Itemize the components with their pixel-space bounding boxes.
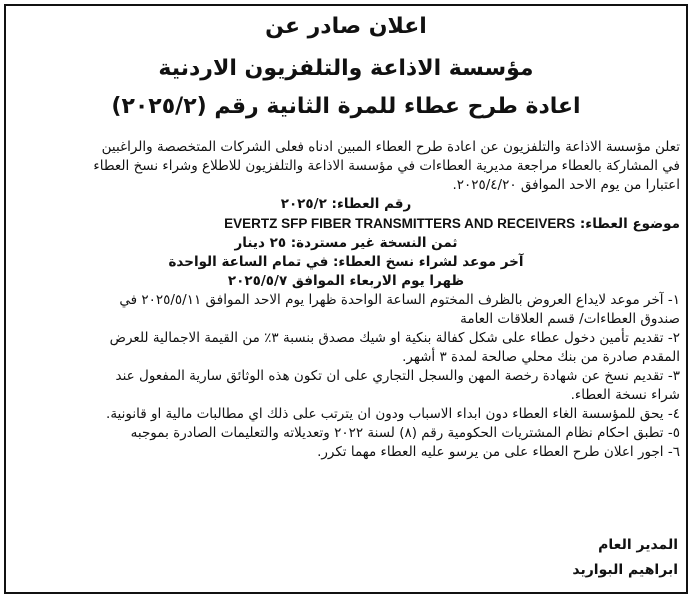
tender-subject [12, 214, 680, 234]
signatory-title: المدير العام [598, 537, 678, 553]
issuer-name: مؤسسة الاذاعة والتلفزيون الاردنية [158, 56, 534, 81]
copy-price: ثمن النسخة غير مستردة: ٢٥ دينار [234, 235, 458, 251]
tender-subject-value: EVERTZ SFP FIBER TRANSMITTERS AND RECEIVERS [224, 216, 576, 231]
condition-line: المقدم صادرة من بنك محلي صالحة لمدة ٣ أشهر. [402, 349, 680, 365]
intro-paragraph [12, 138, 680, 195]
tender-number-block [12, 195, 680, 214]
condition-line: شراء نسخة العطاء. [570, 387, 680, 403]
condition-line: ٤- يحق للمؤسسة الغاء العطاء دون ابداء الاسباب ودون ان يترتب على ذلك اي مطالبات مالية او قانونية. [106, 406, 680, 422]
condition-line: ٣- تقديم نسخ عن شهادة رخصة المهن والسجل التجاري على ان تكون هذه الوثائق سارية المفعول عند [115, 368, 680, 384]
condition-line: صندوق العطاءات/ قسم العلاقات العامة [460, 311, 680, 327]
conditions-list [12, 291, 680, 462]
intro-line: في المشاركة بالعطاء مراجعة مديرية العطاءات في مؤسسة الاذاعة والتلفزيون للاطلاع وشراء نسخ العطاء [93, 158, 680, 174]
condition-line: ١- آخر موعد لايداع العروض بالظرف المختوم الساعة الواحدة ظهرا يوم الاحد الموافق ٢٠٢٥/٥/١١ في [119, 292, 680, 308]
condition-line: ٦- اجور اعلان طرح العطاء على من يرسو عليه العطاء مهما تكرر. [317, 444, 680, 460]
intro-line: اعتبارا من يوم الاحد الموافق ٢٠٢٥/٤/٢٠. [452, 177, 680, 193]
announcement-heading: اعلان صادر عن [265, 14, 427, 39]
intro-line: تعلن مؤسسة الاذاعة والتلفزيون عن اعادة طرح العطاء المبين ادناه فعلى الشركات المتخصصة والراغبين [101, 139, 680, 155]
condition-line: ٢- تقديم تأمين دخول عطاء على شكل كفالة بنكية او شيك مصدق بنسبة ٣٪ من القيمة الاجمالية للعرض [109, 330, 680, 346]
signatory-name: ابراهيم البواريد [572, 562, 678, 578]
purchase-deadline: آخر موعد لشراء نسخ العطاء: في تمام الساعة الواحدة [168, 254, 524, 270]
tender-title: اعادة طرح عطاء للمرة الثانية رقم (٢٠٢٥/٢) [111, 94, 581, 119]
tender-details [12, 234, 680, 291]
tender-subject-label: موضوع العطاء: [579, 216, 680, 232]
tender-number: رقم العطاء: ٢٠٢٥/٢ [280, 196, 412, 212]
condition-line: ٥- تطبق احكام نظام المشتريات الحكومية رقم (٨) لسنة ٢٠٢٢ وتعديلاته والتعليمات الصادرة بموجبه [130, 425, 680, 441]
announcement-body [12, 138, 680, 462]
purchase-deadline-date: ظهرا يوم الاربعاء الموافق ٢٠٢٥/٥/٧ [227, 273, 465, 289]
